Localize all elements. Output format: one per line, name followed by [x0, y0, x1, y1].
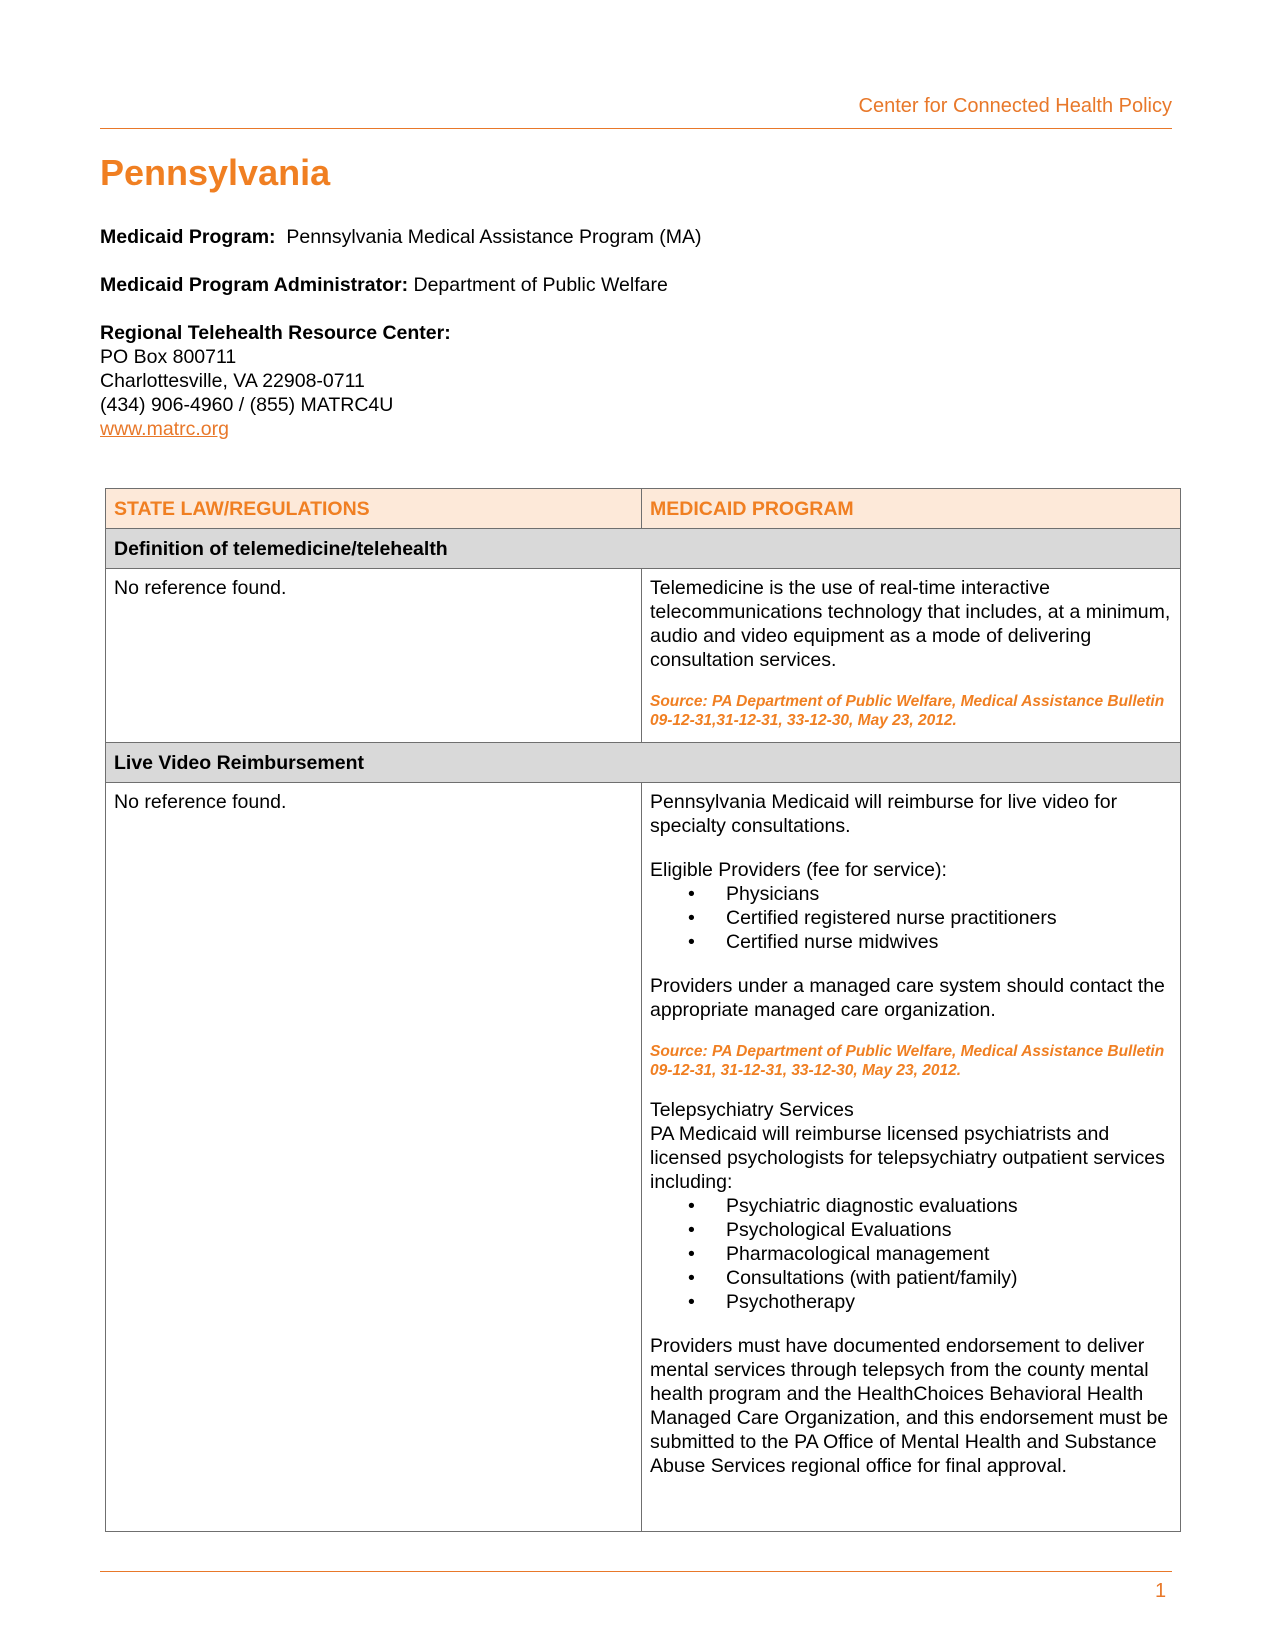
medicaid-cell	[642, 569, 1181, 743]
live-video-intro: Pennsylvania Medicaid will reimburse for live video for specialty consultations.	[650, 791, 1118, 837]
table-row	[106, 569, 1181, 743]
administrator-label: Medicaid Program Administrator:	[100, 274, 409, 296]
source-citation: Source: PA Department of Public Welfare, Medical Assistance Bulletin 09-12-31, 31-12-31, 33-12-30, May 23, 2012.	[650, 1043, 1165, 1079]
section-title: Live Video Reimbursement	[106, 743, 1181, 783]
medicaid-cell	[642, 783, 1181, 1532]
column-header-medicaid: MEDICAID PROGRAM	[642, 489, 1181, 529]
definition-text: Telemedicine is the use of real-time interactive telecommunications technology that includes, at a minimum, audio and video equipment as a mode of delivering consultation services.	[650, 577, 1171, 671]
list-item: • Physicians	[688, 882, 1172, 906]
footer-divider	[100, 1571, 1172, 1572]
section-row-live-video	[106, 743, 1181, 783]
list-item: • Psychiatric diagnostic evaluations	[688, 1194, 1172, 1218]
page-title: Pennsylvania	[100, 152, 331, 193]
table-header-row	[106, 489, 1181, 529]
administrator-line	[100, 273, 668, 297]
list-item: • Certified registered nurse practitioners	[688, 906, 1172, 930]
medicaid-program-label: Medicaid Program:	[100, 226, 276, 248]
telepsych-text: PA Medicaid will reimburse licensed psychiatrists and licensed psychologists for telepsychiatry outpatient services including:	[650, 1123, 1165, 1193]
telepsych-services-list	[688, 1194, 1172, 1314]
section-title: Definition of telemedicine/telehealth	[106, 529, 1181, 569]
header-divider	[100, 128, 1172, 129]
rtrc-block	[100, 321, 451, 441]
list-item: • Consultations (with patient/family)	[688, 1266, 1172, 1290]
eligible-providers-list	[688, 882, 1172, 954]
rtrc-website-link[interactable]: www.matrc.org	[100, 418, 229, 440]
header-org-name: Center for Connected Health Policy	[858, 95, 1172, 117]
section-row-definition	[106, 529, 1181, 569]
endorsement-text: Providers must have documented endorsement to deliver mental services through telepsych from the county mental health program and the HealthChoices Behavioral Health Managed Care Organization, and this endorsement must be submitted to the PA Office of Mental Health and Substance Abuse Services regional office for final approval.	[650, 1335, 1169, 1477]
policy-table	[105, 488, 1181, 1532]
rtrc-address-1: PO Box 800711	[100, 346, 237, 368]
medicaid-program-value: Pennsylvania Medical Assistance Program (MA)	[286, 226, 702, 248]
table-row	[106, 783, 1181, 1532]
list-item: • Certified nurse midwives	[688, 930, 1172, 954]
column-header-state-law: STATE LAW/REGULATIONS	[106, 489, 642, 529]
rtrc-phone: (434) 906-4960 / (855) MATRC4U	[100, 394, 394, 416]
rtrc-label: Regional Telehealth Resource Center:	[100, 322, 451, 344]
telepsych-heading: Telepsychiatry Services	[650, 1099, 854, 1121]
administrator-value: Department of Public Welfare	[413, 274, 668, 296]
rtrc-address-2: Charlottesville, VA 22908-0711	[100, 370, 365, 392]
list-item: • Psychotherapy	[688, 1290, 1172, 1314]
eligible-providers-heading: Eligible Providers (fee for service):	[650, 859, 947, 881]
state-law-cell: No reference found.	[106, 783, 642, 1532]
state-law-cell: No reference found.	[106, 569, 642, 743]
list-item: • Psychological Evaluations	[688, 1218, 1172, 1242]
source-citation: Source: PA Department of Public Welfare, Medical Assistance Bulletin 09-12-31,31-12-31, 33-12-30, May 23, 2012.	[650, 693, 1165, 729]
medicaid-program-line	[100, 225, 701, 249]
managed-care-note: Providers under a managed care system should contact the appropriate managed care organization.	[650, 975, 1165, 1021]
list-item: • Pharmacological management	[688, 1242, 1172, 1266]
page-number: 1	[1155, 1580, 1167, 1602]
